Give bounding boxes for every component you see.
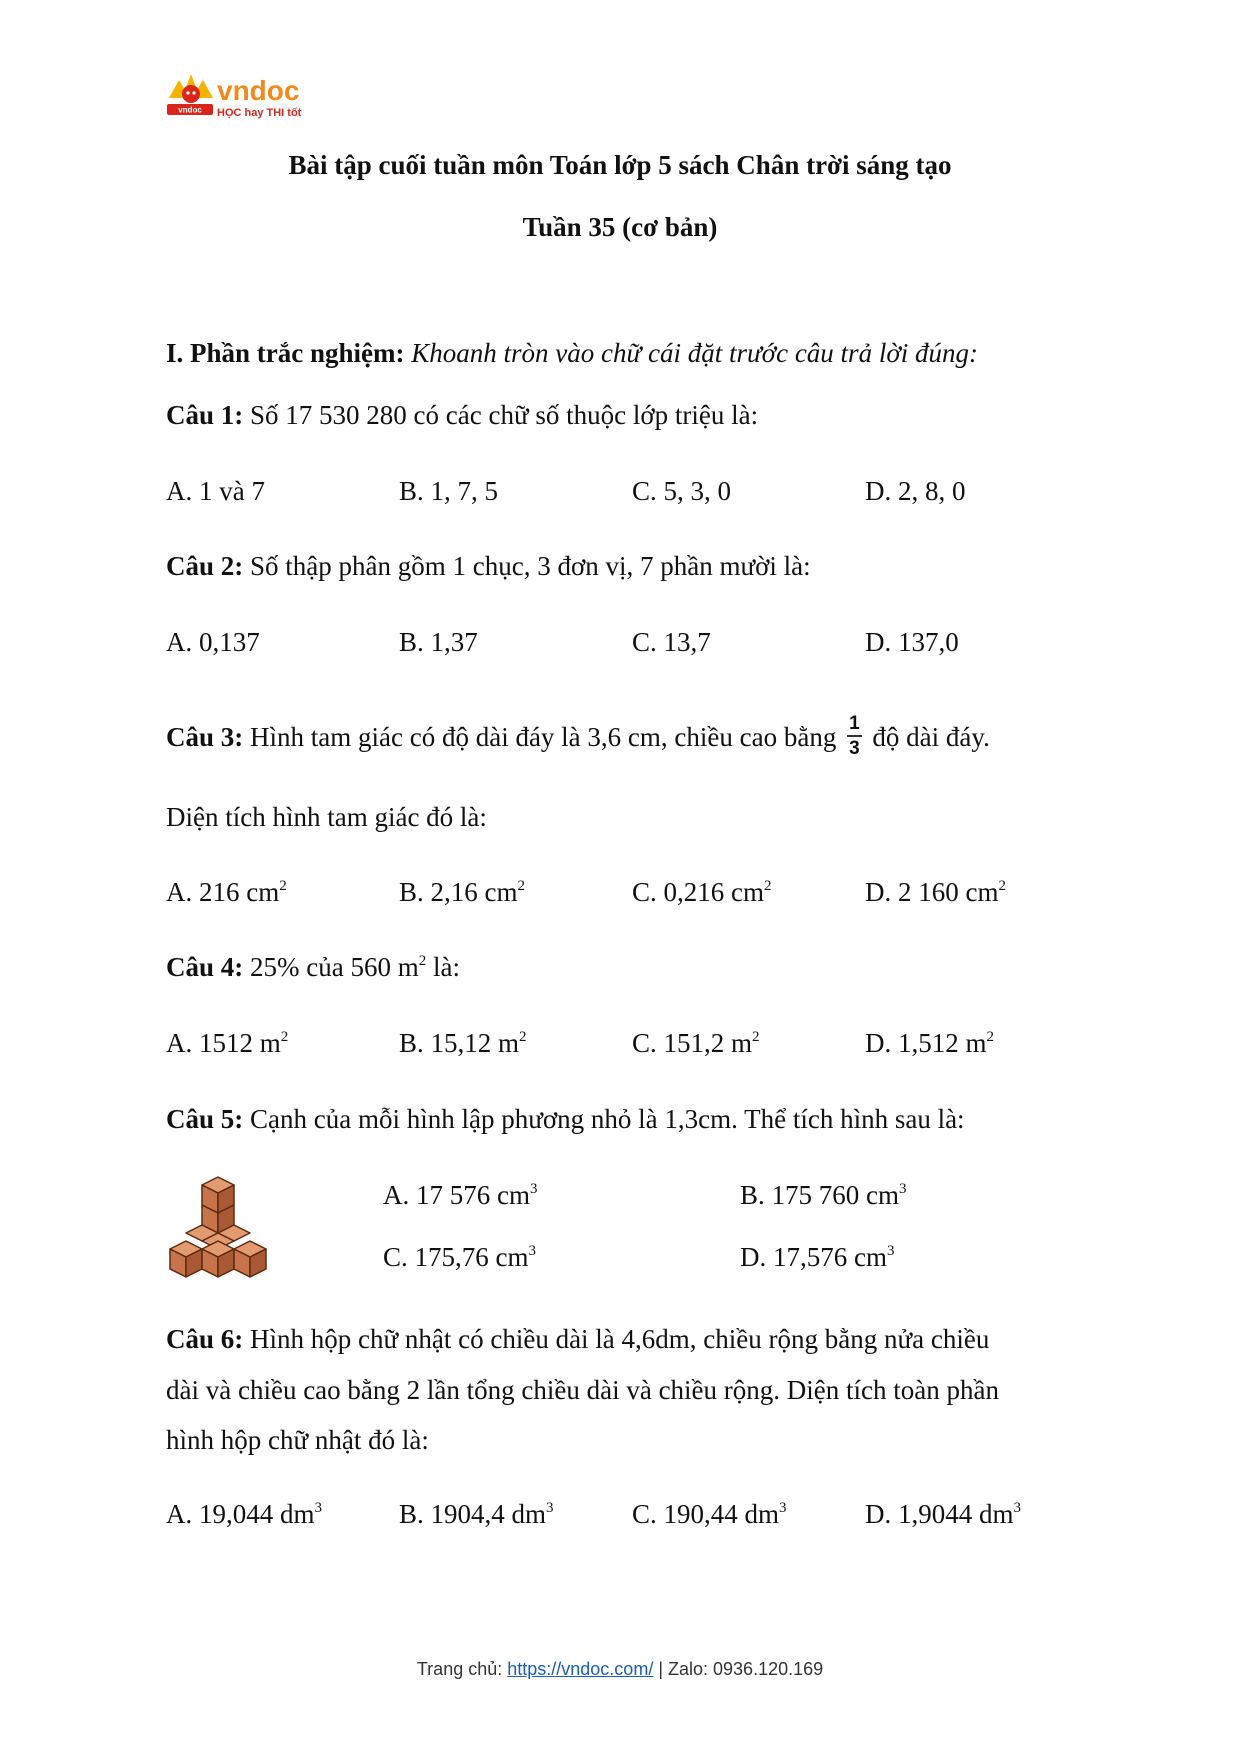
footer-zalo: | Zalo: 0936.120.169 — [653, 1659, 824, 1679]
question-3-text-end: độ dài đáy. — [872, 722, 990, 753]
q5-option-b[interactable] — [740, 1180, 907, 1211]
q6-option-c-text: C. 190,44 dm — [632, 1499, 780, 1529]
exponent: 3 — [546, 1500, 554, 1516]
q3-option-c-text: C. 0,216 cm — [632, 877, 764, 907]
q1-option-a[interactable]: A. 1 và 7 — [166, 476, 265, 506]
question-4-text: 25% của 560 m — [250, 952, 419, 982]
exponent: 3 — [1013, 1500, 1021, 1516]
q5-option-c-text: C. 175,76 cm — [383, 1242, 529, 1272]
q3-option-c[interactable] — [632, 877, 772, 908]
q1-option-c[interactable]: C. 5, 3, 0 — [632, 476, 732, 506]
exponent: 2 — [418, 953, 427, 969]
q6-option-a[interactable] — [166, 1499, 322, 1530]
cube-stack-image — [162, 1175, 282, 1285]
question-1-label: Câu 1: — [166, 400, 244, 430]
q6-option-a-text: A. 19,044 dm — [166, 1499, 315, 1529]
question-4-label: Câu 4: — [166, 952, 244, 982]
question-4 — [166, 952, 460, 983]
q5-option-b-text: B. 175 760 cm — [740, 1180, 899, 1210]
q5-option-a-text: A. 17 576 cm — [383, 1180, 530, 1210]
logo-tagline-text: HỌC hay THI tốt — [217, 107, 302, 119]
exponent: 2 — [986, 1029, 994, 1045]
exponent: 2 — [519, 1029, 527, 1045]
section-instruction: Khoanh tròn vào chữ cái đặt trước câu trả lời đúng: — [411, 338, 978, 368]
logo-brand-text: vndoc — [217, 75, 300, 106]
q3-option-a-text: A. 216 cm — [166, 877, 280, 907]
q4-option-d-text: D. 1,512 m — [865, 1028, 987, 1058]
question-3-label: Câu 3: — [166, 722, 244, 753]
q1-option-d[interactable]: D. 2, 8, 0 — [865, 476, 966, 506]
question-6-label: Câu 6: — [166, 1324, 244, 1354]
vndoc-logo[interactable] — [165, 70, 325, 122]
fraction-denominator: 3 — [849, 738, 860, 759]
question-2-label: Câu 2: — [166, 551, 244, 581]
question-1-text: Số 17 530 280 có các chữ số thuộc lớp triệu là: — [250, 400, 759, 430]
question-3-text-2: Diện tích hình tam giác đó là: — [166, 802, 487, 832]
q6-option-d-text: D. 1,9044 dm — [865, 1499, 1014, 1529]
footer-prefix: Trang chủ: — [416, 1659, 508, 1679]
question-2 — [166, 551, 811, 582]
q4-option-c-text: C. 151,2 m — [632, 1028, 753, 1058]
page-footer — [0, 1659, 1240, 1680]
q3-option-a[interactable] — [166, 877, 287, 908]
exponent: 3 — [314, 1500, 322, 1516]
q6-option-b-text: B. 1904,4 dm — [399, 1499, 547, 1529]
question-4-text-end: là: — [426, 952, 460, 982]
question-6 — [166, 1324, 989, 1355]
exponent: 2 — [752, 1029, 760, 1045]
q5-option-a[interactable] — [383, 1180, 537, 1211]
q5-option-c[interactable] — [383, 1242, 536, 1273]
footer-home-link[interactable]: https://vndoc.com/ — [507, 1659, 654, 1679]
q6-option-d[interactable] — [865, 1499, 1021, 1530]
exponent: 2 — [764, 878, 772, 894]
section-heading-label: I. Phần trắc nghiệm: — [166, 338, 405, 368]
q2-option-c[interactable]: C. 13,7 — [632, 627, 711, 657]
q4-option-b-text: B. 15,12 m — [399, 1028, 520, 1058]
exponent: 3 — [529, 1181, 538, 1197]
q5-option-d[interactable] — [740, 1242, 894, 1273]
question-3-text: Hình tam giác có độ dài đáy là 3,6 cm, chiều cao bằng — [250, 722, 837, 753]
q3-option-d[interactable] — [865, 877, 1006, 908]
exponent: 3 — [528, 1243, 536, 1259]
exponent: 2 — [280, 1029, 289, 1045]
q3-option-b[interactable] — [399, 877, 525, 908]
question-2-text: Số thập phân gồm 1 chục, 3 đơn vị, 7 phần mười là: — [250, 551, 811, 581]
q6-option-c[interactable] — [632, 1499, 787, 1530]
q4-option-a[interactable] — [166, 1028, 288, 1059]
section-heading — [166, 338, 978, 369]
question-5-label: Câu 5: — [166, 1104, 244, 1134]
question-5 — [166, 1104, 965, 1135]
q1-option-b[interactable]: B. 1, 7, 5 — [399, 476, 499, 506]
fraction-numerator: 1 — [847, 714, 862, 737]
exponent: 2 — [279, 878, 287, 894]
question-3 — [166, 713, 990, 762]
exponent: 3 — [886, 1243, 895, 1259]
question-6-text-2: dài và chiều cao bằng 2 lần tổng chiều dài và chiều rộng. Diện tích toàn phần — [166, 1375, 999, 1405]
q4-option-b[interactable] — [399, 1028, 527, 1059]
logo-badge-text: vndoc — [178, 105, 202, 115]
page-title: Bài tập cuối tuần môn Toán lớp 5 sách Chân trời sáng tạo — [288, 150, 952, 180]
q4-option-d[interactable] — [865, 1028, 994, 1059]
question-1 — [166, 400, 758, 431]
q2-option-a[interactable]: A. 0,137 — [166, 627, 260, 657]
q4-option-c[interactable] — [632, 1028, 760, 1059]
q3-option-d-text: D. 2 160 cm — [865, 877, 999, 907]
fraction-one-third — [847, 714, 862, 758]
exponent: 3 — [779, 1500, 787, 1516]
q4-option-a-text: A. 1512 m — [166, 1028, 281, 1058]
q3-option-b-text: B. 2,16 cm — [399, 877, 518, 907]
q6-option-b[interactable] — [399, 1499, 554, 1530]
page-subtitle: Tuần 35 (cơ bản) — [522, 212, 718, 242]
q5-option-d-text: D. 17,576 cm — [740, 1242, 887, 1272]
question-6-text-3: hình hộp chữ nhật đó là: — [166, 1425, 429, 1455]
q2-option-d[interactable]: D. 137,0 — [865, 627, 959, 657]
exponent: 2 — [517, 878, 525, 894]
question-6-text: Hình hộp chữ nhật có chiều dài là 4,6dm, chiều rộng bằng nửa chiều — [250, 1324, 990, 1354]
question-5-text: Cạnh của mỗi hình lập phương nhỏ là 1,3cm. Thể tích hình sau là: — [250, 1104, 965, 1134]
exponent: 3 — [899, 1181, 907, 1197]
exponent: 2 — [998, 878, 1006, 894]
q2-option-b[interactable]: B. 1,37 — [399, 627, 478, 657]
